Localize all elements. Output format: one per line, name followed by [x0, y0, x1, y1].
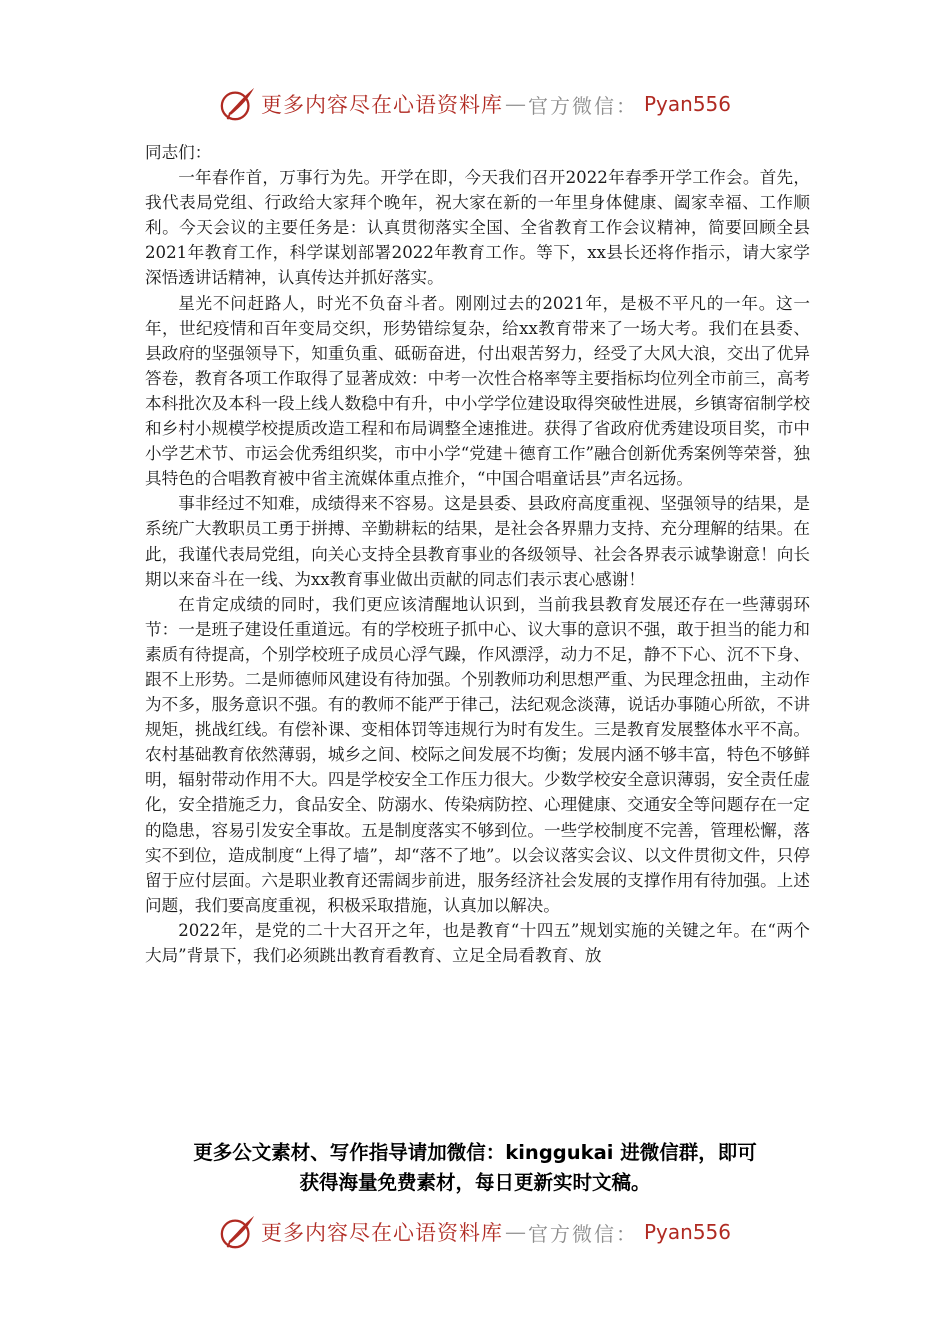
salutation: 同志们：	[145, 143, 212, 162]
paragraph-3: 事非经过不知难，成绩得来不容易。这是县委、县政府高度重视、坚强领导的结果，是系统广大教职员工勇于拼搏、辛勤耕耘的结果，是社会各界鼎力支持、充分理解的结果。在此，我谨代表局党组，向关心支持全县教育事业的各级领导、社会各界表示诚挚谢意！向长期以来奋斗在一线、为xx教育事业做出贡献的同志们表示衷心感谢！	[145, 494, 810, 589]
footer-banner	[0, 1212, 950, 1252]
promo-line-1: 更多公文素材、写作指导请加微信：kinggukai 进微信群，即可	[193, 1141, 757, 1164]
paragraph-1: 一年春作首，万事行为先。开学在即，今天我们召开2022年春季开学工作会。首先，我代表局党组、行政给大家拜个晚年，祝大家在新的一年里身体健康、阖家幸福、工作顺利。今天会议的主要任务是：认真贯彻落实全国、全省教育工作会议精神，简要回顾全县2021年教育工作，科学谋划部署2022年教育工作。等下，xx县长还将作指示，请大家学深悟透讲话精神，认真传达并抓好落实。	[145, 168, 810, 288]
paragraph-5: 2022年，是党的二十大召开之年，也是教育“十四五”规划实施的关键之年。在“两个大局”背景下，我们必须跳出教育看教育、立足全局看教育、放	[145, 920, 810, 965]
quill-logo-icon	[219, 1213, 257, 1251]
banner-wechat-label: 官方微信：	[527, 93, 638, 118]
banner-separator: —	[504, 92, 526, 116]
footer-banner-separator: —	[504, 1220, 526, 1244]
paragraph-4: 在肯定成绩的同时，我们更应该清醒地认识到，当前我县教育发展还存在一些薄弱环节：一是班子建设任重道远。有的学校班子抓中心、议大事的意识不强，敢于担当的能力和素质有待提高，个别学校班子成员心浮气躁，作风漂浮，动力不足，静不下心、沉不下身、跟不上形势。二是师德师风建设有待加强。个别教师功利思想严重、为民理念扭曲，主动作为不多，服务意识不强。有的教师不能严于律己，法纪观念淡薄，说话办事随心所欲，不讲规矩，挑战红线。有偿补课、变相体罚等违规行为时有发生。三是教育发展整体水平不高。农村基础教育依然薄弱，城乡之间、校际之间发展不均衡；发展内涵不够丰富，特色不够鲜明，辐射带动作用不大。四是学校安全工作压力很大。少数学校安全意识薄弱，安全责任虚化，安全措施乏力，食品安全、防溺水、传染病防控、心理健康、交通安全等问题存在一定的隐患，容易引发安全事故。五是制度落实不够到位。一些学校制度不完善，管理松懈，落实不到位，造成制度“上得了墙”，却“落不了地”。以会议落实会议、以文件贯彻文件，只停留于应付层面。六是职业教育还需阔步前进，服务经济社会发展的支撑作用有待加强。上述问题，我们要高度重视，积极采取措施，认真加以解决。	[145, 594, 810, 915]
document-body	[145, 140, 810, 968]
header-banner	[0, 84, 950, 124]
footer-banner-title: 更多内容尽在心语资料库	[260, 1221, 503, 1245]
footer-banner-wechat-id: Pyan556	[643, 1220, 731, 1244]
paragraph-2: 星光不问赶路人，时光不负奋斗者。刚刚过去的2021年，是极不平凡的一年。这一年，世纪疫情和百年变局交织，形势错综复杂，给xx教育带来了一场大考。我们在县委、县政府的坚强领导下，知重负重、砥砺奋进，付出艰苦努力，经受了大风大浪，交出了优异答卷，教育各项工作取得了显著成效：中考一次性合格率等主要指标均位列全市前三，高考本科批次及本科一段上线人数稳中有升，中小学学位建设取得突破性进展，乡镇寄宿制学校和乡村小规模学校提质改造工程和布局调整全速推进。获得了省政府优秀建设项目奖，市中小学艺术节、市运会优秀组织奖，市中小学“党建＋德育工作”融合创新优秀案例等荣誉，独具特色的合唱教育被中省主流媒体重点推介，“中国合唱童话县”声名远扬。	[145, 293, 810, 489]
banner-wechat-id: Pyan556	[643, 92, 731, 116]
promo-line-2: 获得海量免费素材，每日更新实时文稿。	[299, 1171, 651, 1194]
banner-title: 更多内容尽在心语资料库	[260, 93, 503, 117]
quill-logo-icon	[219, 85, 257, 123]
footer-banner-wechat-label: 官方微信：	[527, 1221, 638, 1246]
promo-notice	[0, 1138, 950, 1198]
